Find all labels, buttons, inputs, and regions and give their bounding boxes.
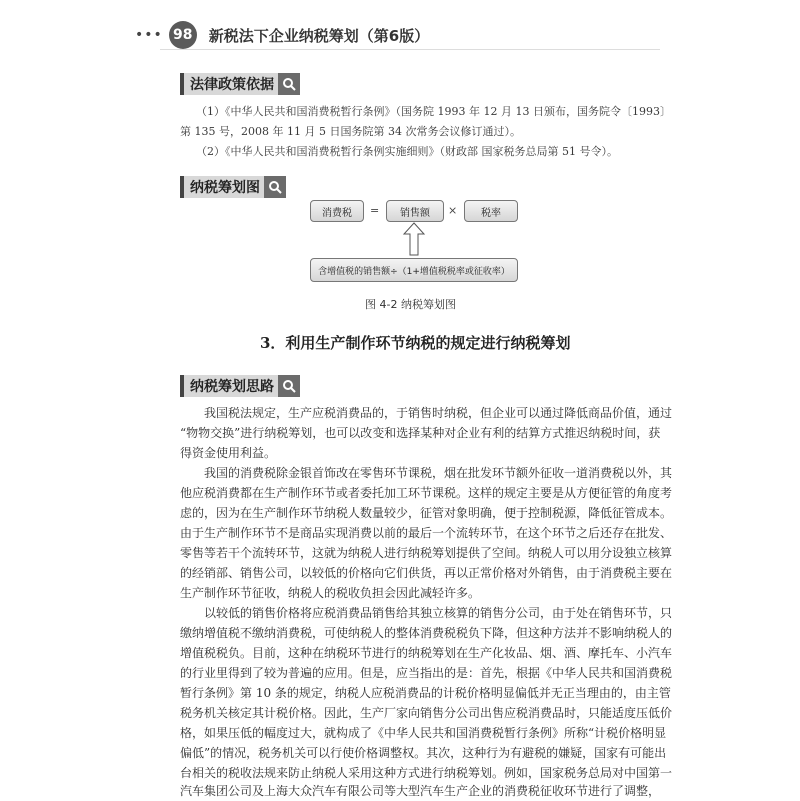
magnifier-icon [278,73,300,95]
figure-caption: 图 4-2 纳税筹划图 [365,298,456,311]
body-line: 我国的消费税除金银首饰改在零售环节课税，烟在批发环节额外征收一道消费税以外，其 [204,466,673,480]
body-line: 的行业里得到了较为普遍的应用。但是，应当指出的是：首先，根据《中华人民共和国消费税 [180,666,673,680]
law-item-2: （2）《中华人民共和国消费税暂行条例实施细则》（财政部 国家税务总局第 51 号令）。 [196,145,618,158]
book-title: 新税法下企业纳税筹划（第6版） [208,26,430,45]
body-line: 他应税消费都在生产制作环节或者委托加工环节课税。这样的规定主要是从方便征管的角度考 [180,486,673,500]
section-title: 纳税筹划图 [180,176,264,198]
diagram-equals: = [370,204,380,217]
magnifier-icon [278,375,300,397]
body-line: 偏低”的情况，税务机关可以行使价格调整权。其次，这种行为有避税的嫌疑，国家有可能出 [180,746,667,760]
section-title: 纳税筹划思路 [180,375,278,397]
section-heading-diagram [180,175,286,199]
diagram-box-tax: 消费税 [310,200,364,222]
diagram-times: × [448,204,458,217]
up-arrow-icon [402,222,426,256]
body-line: 我国税法规定，生产应税消费品的，于销售时纳税，但企业可以通过降低商品价值，通过 [204,406,673,420]
body-line: 格，如果压低的幅度过大，就构成了《中华人民共和国消费税暂行条例》所称“计税价格明显 [180,726,667,740]
body-line: 生产制作环节征收，纳税人的税收负担会因此减轻许多。 [180,586,481,600]
law-item-1a: （1）《中华人民共和国消费税暂行条例》（国务院 1993 年 12 月 13 日颁布，国务院令〔1993〕 [196,105,671,118]
header-rule [160,49,660,50]
tax-planning-diagram [310,200,520,290]
body-line: 税务机关核定其计税价格。因此，生产厂家向销售分公司出售应税消费品时，只能适度压低价 [180,706,673,720]
body-line: 暂行条例》第 10 条的规定，纳税人应税消费品的计税价格明显偏低并无正当理由的，由主管 [180,686,671,700]
section-heading-ideas [180,374,300,398]
body-line: 虑的，因为在生产制作环节纳税人数量较少，征管对象明确，便于控制税源，降低征管成本。 [180,506,673,520]
diagram-box-rate: 税率 [464,200,518,222]
law-item-1b: 第 135 号，2008 年 11 月 5 日国务院第 34 次常务会议修订通过）。 [180,125,521,138]
body-line: 缴纳增值税不缴纳消费税，可使纳税人的整体消费税税负下降，但这种方法并不影响纳税人的 [180,626,673,640]
body-line: 由于生产制作环节不是商品实现消费以前的最后一个流转环节，在这个环节之后还存在批发、 [180,526,673,540]
body-line: 得资金使用利益。 [180,446,277,460]
body-line: 汽车集团公司及上海大众汽车有限公司等大型汽车生产企业的消费税征收环节进行了调整， [180,784,661,798]
diagram-box-formula: 含增值税的销售额÷（1+增值税税率或征收率） [310,258,518,282]
body-line: 增值税税负。目前，这种在纳税环节进行的纳税筹划在生产化妆品、烟、酒、摩托车、小汽车 [180,646,673,660]
body-line: 以较低的销售价格将应税消费品销售给其独立核算的销售分公司，由于处在销售环节，只 [204,606,673,620]
section-title: 法律政策依据 [180,73,278,95]
body-line: 台相关的税收法规来防止纳税人采用这种方式进行纳税筹划。例如，国家税务总局对中国第一 [180,766,673,780]
page-number: 98 [169,21,197,49]
diagram-box-sales: 销售额 [386,200,444,222]
body-line: 零售等若干个流转环节，这就为纳税人进行纳税筹划提供了空间。纳税人可以用分设独立核算 [180,546,673,560]
magnifier-icon [264,176,286,198]
main-heading: 3．利用生产制作环节纳税的规定进行纳税筹划 [260,334,571,352]
body-line: 的经销部、销售公司，以较低的价格向它们供货，再以正常价格对外销售，由于消费税主要在 [180,566,673,580]
running-header [135,20,429,50]
header-dots: ••• [135,27,163,43]
section-heading-law [180,72,300,96]
body-line: “物物交换”进行纳税筹划，也可以改变和选择某种对企业有利的结算方式推迟纳税时间，获 [180,426,661,440]
